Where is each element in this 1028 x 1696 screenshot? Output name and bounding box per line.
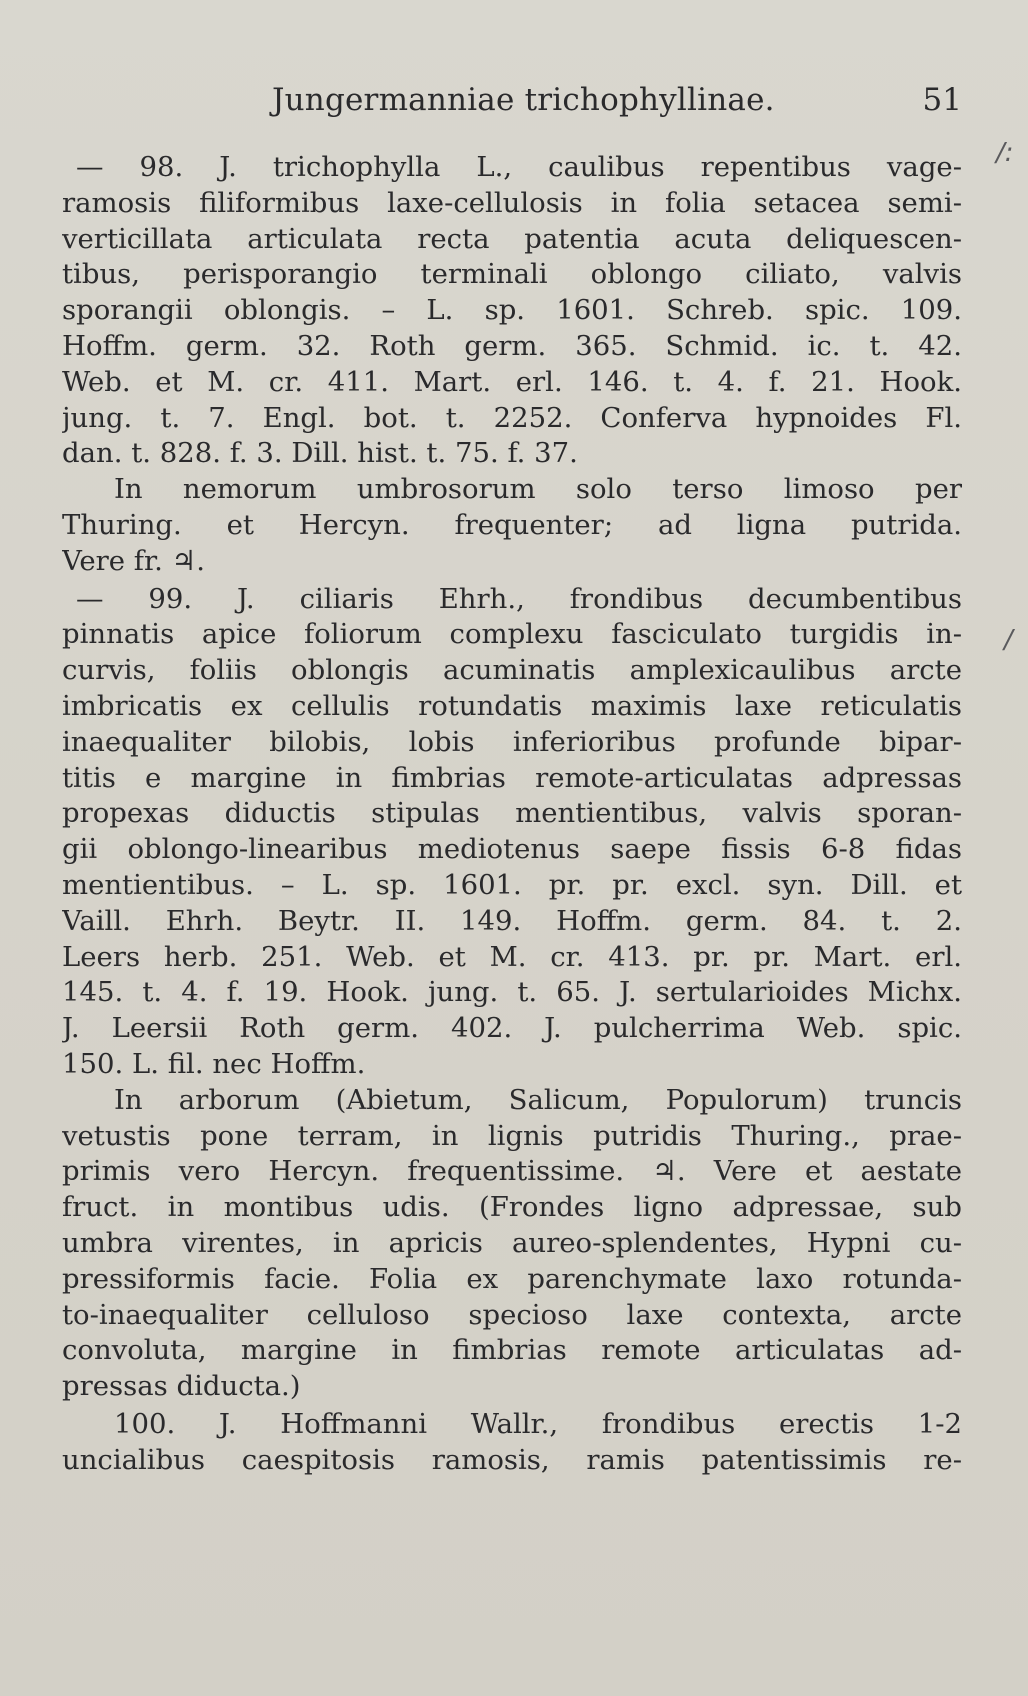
entry-line: Vaill. Ehrh. Beytr. II. 149. Hoffm. germ. 84. t. 2.	[62, 904, 962, 937]
entry-line: J. Leersii Roth germ. 402. J. pulcherrima Web. spic.	[62, 1012, 962, 1045]
habitat-98	[62, 472, 962, 579]
habitat-line: pressas diducta.)	[62, 1370, 301, 1403]
entry-line: sporangii oblongis. – L. sp. 1601. Schreb. spic. 109.	[62, 294, 962, 327]
entry-line: gii oblongo-linearibus mediotenus saepe fissis 6-8 fidas	[62, 833, 962, 866]
entry-line: ramosis filiformibus laxe-cellulosis in folia setacea semi-	[62, 186, 962, 219]
entry-line: 145. t. 4. f. 19. Hook. jung. t. 65. J. sertularioides Michx.	[62, 976, 962, 1009]
species-entry-99	[62, 582, 962, 1083]
entry-line: Hoffm. germ. 32. Roth germ. 365. Schmid. ic. t. 42.	[62, 329, 962, 362]
species-entry-100	[62, 1407, 962, 1479]
entry-line: propexas diductis stipulas mentientibus, valvis sporan-	[62, 797, 962, 830]
entry-line: jung. t. 7. Engl. bot. t. 2252. Conferva hypnoides Fl.	[62, 401, 962, 434]
entry-line: uncialibus caespitosis ramosis, ramis patentissimis re-	[62, 1443, 962, 1476]
entry-line: 100. J. Hoffmanni Wallr., frondibus erectis 1-2	[114, 1407, 962, 1440]
habitat-line: In arborum (Abietum, Salicum, Populorum) truncis	[114, 1083, 962, 1116]
habitat-line: Thuring. et Hercyn. frequenter; ad ligna putrida.	[62, 508, 962, 541]
entry-line: — 98. J. trichophylla L., caulibus repentibus vage-	[76, 151, 962, 183]
entry-line: titis e margine in fimbrias remote-articulatas adpressas	[62, 761, 962, 794]
entry-line: mentientibus. – L. sp. 1601. pr. pr. excl. syn. Dill. et	[62, 868, 962, 901]
habitat-line: vetustis pone terram, in lignis putridis Thuring., prae-	[62, 1119, 962, 1152]
entry-line: curvis, foliis oblongis acuminatis amplexicaulibus arcte	[62, 654, 962, 687]
entry-line: tibus, perisporangio terminali oblongo ciliato, valvis	[62, 258, 962, 291]
habitat-line: primis vero Hercyn. frequentissime. ♃. Vere et aestate	[62, 1155, 962, 1188]
entry-line: Web. et M. cr. 411. Mart. erl. 146. t. 4. f. 21. Hook.	[62, 365, 962, 398]
habitat-line: umbra virentes, in apricis aureo-splendentes, Hypni cu-	[62, 1226, 962, 1259]
entry-line: — 99. J. ciliaris Ehrh., frondibus decumbentibus	[76, 582, 962, 615]
species-entry-98	[62, 150, 962, 472]
entry-line: imbricatis ex cellulis rotundatis maximis laxe reticulatis	[62, 689, 962, 722]
habitat-line: to-inaequaliter celluloso specioso laxe contexta, arcte	[62, 1298, 962, 1331]
entry-line: 150. L. fil. nec Hoffm.	[62, 1047, 366, 1080]
entry-line: verticillata articulata recta patentia acuta deliquescen-	[62, 222, 962, 255]
page-number: 51	[922, 82, 962, 118]
habitat-line: In nemorum umbrosorum solo terso limoso per	[114, 473, 962, 506]
entry-line: inaequaliter bilobis, lobis inferioribus profunde bipar-	[62, 725, 962, 758]
margin-annotation: /:	[996, 138, 1014, 168]
habitat-99	[62, 1083, 962, 1405]
margin-annotation: /	[1004, 625, 1013, 655]
entry-line: dan. t. 828. f. 3. Dill. hist. t. 75. f. 37.	[62, 437, 578, 470]
running-title: Jungermanniae trichophyllinae.	[272, 82, 775, 118]
running-header	[62, 82, 962, 122]
habitat-line: fruct. in montibus udis. (Frondes ligno adpressae, sub	[62, 1191, 962, 1224]
page-body	[62, 150, 962, 1478]
habitat-line: convoluta, margine in fimbrias remote articulatas ad-	[62, 1334, 962, 1367]
entry-line: Leers herb. 251. Web. et M. cr. 413. pr. pr. Mart. erl.	[62, 940, 962, 973]
habitat-line: pressiformis facie. Folia ex parenchymate laxo rotunda-	[62, 1262, 962, 1295]
entry-line: pinnatis apice foliorum complexu fasciculato turgidis in-	[62, 618, 962, 651]
habitat-line: Vere fr. ♃.	[62, 544, 205, 577]
